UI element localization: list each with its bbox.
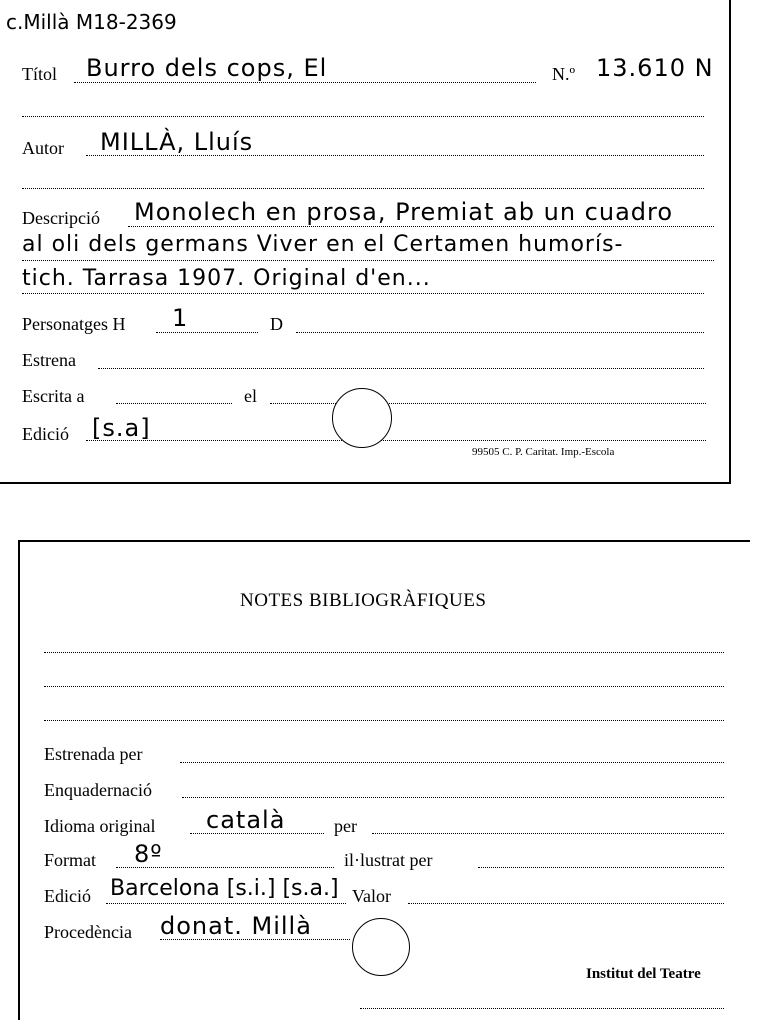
personatges-d-line bbox=[296, 332, 704, 333]
personatges-label: Personatges H bbox=[22, 314, 126, 334]
enquadernacio-line bbox=[182, 797, 724, 798]
el-label: el bbox=[244, 386, 257, 406]
procedencia-value: donat. Millà bbox=[160, 912, 312, 940]
valor-label: Valor bbox=[352, 886, 391, 906]
notes-line-2 bbox=[44, 686, 724, 687]
descripcio-line-1 bbox=[128, 226, 714, 227]
escrita-label: Escrita a bbox=[22, 386, 85, 406]
estrenada-line bbox=[180, 762, 724, 763]
reference-code: c.Millà M18-2369 bbox=[6, 10, 177, 34]
idioma-label: Idioma original bbox=[44, 816, 156, 836]
titol-value: Burro dels cops, El bbox=[86, 54, 328, 82]
estrena-label: Estrena bbox=[22, 350, 76, 370]
descripcio-text-1: Monolech en prosa, Premiat ab un cuadro bbox=[134, 198, 674, 226]
printer-imprint: 99505 C. P. Caritat. Imp.-Escola bbox=[472, 446, 615, 458]
punch-hole-bottom bbox=[352, 918, 410, 976]
descripcio-line-3 bbox=[22, 293, 704, 294]
descripcio-text-3: tich. Tarrasa 1907. Original d'en... bbox=[22, 266, 431, 291]
edicio-line bbox=[86, 440, 706, 441]
autor-label: Autor bbox=[22, 138, 64, 158]
bottom-edge-line bbox=[360, 1008, 724, 1009]
punch-hole bbox=[332, 388, 392, 448]
descripcio-label: Descripció bbox=[22, 208, 100, 228]
personatges-h-value: 1 bbox=[172, 304, 189, 332]
bottom-edicio-line bbox=[106, 903, 346, 904]
number-label: N.º bbox=[552, 64, 576, 84]
idioma-per-label: per bbox=[334, 816, 357, 836]
notes-title: NOTES BIBLIOGRÀFIQUES bbox=[240, 590, 487, 611]
number-value: 13.610 N bbox=[596, 54, 714, 82]
titol-extra-line bbox=[22, 116, 704, 117]
autor-value: MILLÀ, Lluís bbox=[100, 128, 254, 156]
bottom-edicio-label: Edició bbox=[44, 886, 91, 906]
procedencia-label: Procedència bbox=[44, 922, 132, 942]
personatges-d-label: D bbox=[270, 314, 283, 334]
estrena-line bbox=[98, 368, 704, 369]
escrita-line bbox=[116, 403, 232, 404]
autor-extra-line bbox=[22, 188, 704, 189]
format-value: 8º bbox=[134, 840, 163, 868]
institution-name: Institut del Teatre bbox=[586, 966, 701, 982]
notes-line-1 bbox=[44, 652, 724, 653]
notes-line-3 bbox=[44, 720, 724, 721]
titol-label: Títol bbox=[22, 64, 57, 84]
valor-line bbox=[408, 903, 724, 904]
titol-line bbox=[74, 82, 536, 83]
idioma-value: català bbox=[206, 806, 286, 834]
idioma-per-line bbox=[372, 833, 724, 834]
illustrat-label: il·lustrat per bbox=[344, 850, 433, 870]
illustrat-line bbox=[478, 867, 724, 868]
personatges-h-line bbox=[156, 332, 258, 333]
descripcio-text-2: al oli dels germans Viver en el Certamen humorís- bbox=[22, 232, 624, 257]
format-label: Format bbox=[44, 850, 96, 870]
edicio-value: [s.a] bbox=[92, 414, 151, 442]
descripcio-line-2 bbox=[22, 260, 714, 261]
bottom-edicio-value: Barcelona [s.i.] [s.a.] bbox=[110, 876, 339, 901]
enquadernacio-label: Enquadernació bbox=[44, 780, 152, 800]
estrenada-label: Estrenada per bbox=[44, 744, 143, 764]
edicio-label: Edició bbox=[22, 424, 69, 444]
